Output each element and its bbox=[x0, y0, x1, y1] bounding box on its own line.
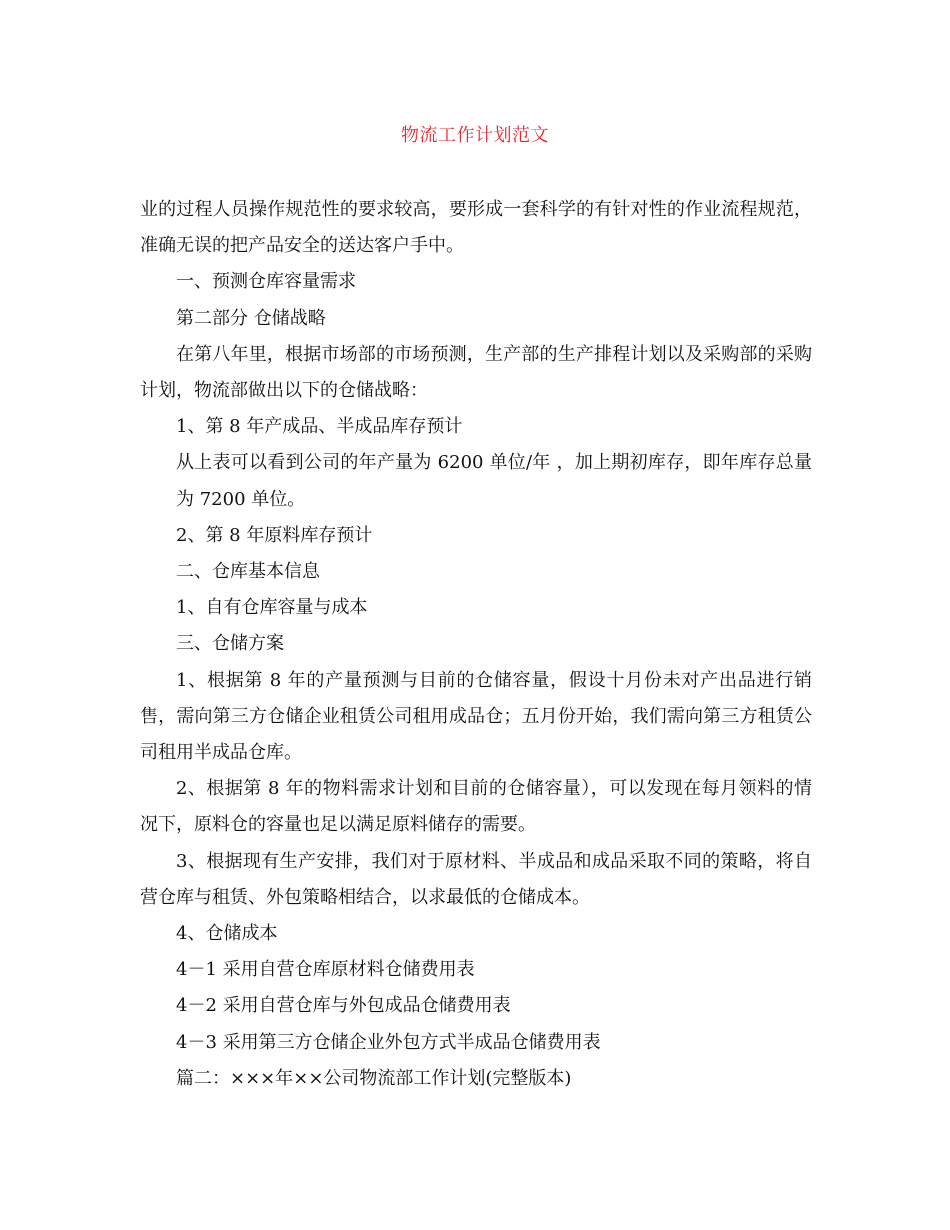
section-heading: 一、预测仓库容量需求 bbox=[176, 271, 356, 293]
section-heading: 篇二：×××年××公司物流部工作计划(完整版本) bbox=[176, 1067, 572, 1089]
section-heading: 二、仓库基本信息 bbox=[176, 561, 320, 583]
list-item: 4－3 采用第三方仓储企业外包方式半成品仓储费用表 bbox=[176, 1031, 601, 1053]
document-title: 物流工作计划范文 bbox=[401, 125, 549, 146]
paragraph: 业的过程人员操作规范性的要求较高，要形成一套科学的有针对性的作业流程规范，准确无误的把产品安全的送达客户手中。 bbox=[140, 199, 812, 257]
list-item: 1、自有仓库容量与成本 bbox=[176, 597, 368, 619]
paragraph: 3、根据现有生产安排，我们对于原材料、半成品和成品采取不同的策略，将自营仓库与租赁、外包策略相结合，以求最低的仓储成本。 bbox=[140, 850, 812, 908]
paragraph: 从上表可以看到公司的年产量为 6200 单位/年 ，加上期初库存，即年库存总量为 7200 单位。 bbox=[176, 452, 812, 510]
paragraph: 在第八年里，根据市场部的市场预测，生产部的生产排程计划以及采购部的采购计划，物流部做出以下的仓储战略： bbox=[140, 343, 812, 402]
list-item: 1、第 8 年产成品、半成品库存预计 bbox=[176, 416, 463, 438]
section-heading: 第二部分 仓储战略 bbox=[176, 307, 326, 329]
list-item: 4－1 采用自营仓库原材料仓储费用表 bbox=[176, 959, 475, 981]
paragraph: 2、根据第 8 年的物料需求计划和目前的仓储容量），可以发现在每月领料的情况下，原料仓的容量也足以满足原料储存的需要。 bbox=[140, 778, 812, 836]
list-item: 2、第 8 年原料库存预计 bbox=[176, 524, 373, 546]
section-heading: 三、仓储方案 bbox=[176, 633, 284, 655]
document-body bbox=[140, 192, 812, 1097]
list-item: 4、仓储成本 bbox=[176, 923, 278, 945]
paragraph: 1、根据第 8 年的产量预测与目前的仓储容量，假设十月份未对产出品进行销售，需向第三方仓储企业租赁公司租用成品仓；五月份开始，我们需向第三方租赁公司租用半成品仓库。 bbox=[140, 669, 812, 764]
list-item: 4－2 采用自营仓库与外包成品仓储费用表 bbox=[176, 995, 511, 1017]
